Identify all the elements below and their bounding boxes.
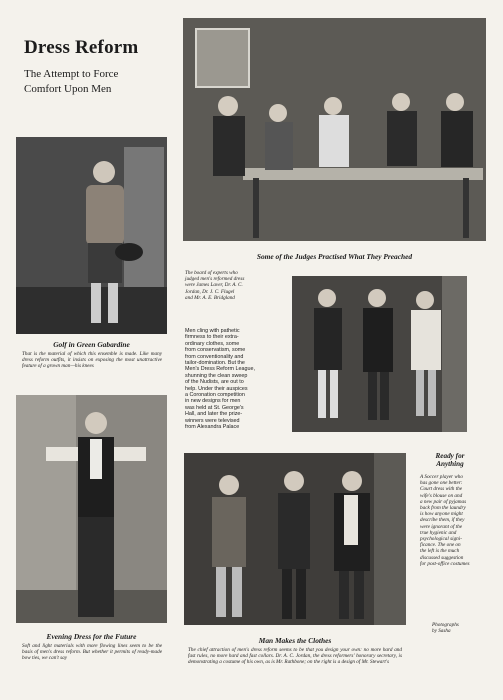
sidebar-line: discussed suggestion: [420, 554, 464, 561]
article-subtitle: [24, 67, 118, 97]
golf-caption: Golf in Green Gabardine: [53, 340, 130, 349]
sidebar-heading: [420, 452, 480, 468]
clothes-photo: [184, 453, 406, 625]
sidebar-line: Court dress with the: [420, 486, 463, 493]
article-line: winners were televised: [185, 417, 240, 424]
article-line: firmness to their extra-: [185, 334, 239, 341]
article-line: from conservatism, some: [185, 347, 246, 354]
experts-line: were James Laver, Dr. A. C.: [185, 282, 243, 289]
sidebar-line: ficance. The one on: [420, 542, 461, 549]
subtitle-line-2: Comfort Upon Men: [24, 83, 112, 95]
article-line: Hall, and later the prize-: [185, 411, 243, 418]
evening-photo-figure: [16, 395, 167, 623]
golf-text: That is the material of which this ensemble is made. Like many dress reform outfits, it insists on exposing the most unattractive feature of a grown man—his knees: [22, 351, 162, 370]
article-title: Dress Reform: [24, 37, 139, 58]
clothes-caption: Man Makes the Clothes: [258, 636, 332, 645]
article-line: Men's Dress Reform League,: [185, 366, 255, 373]
article-line: ordinary clothes, some: [185, 340, 240, 347]
article-line: was held at St. George's: [185, 404, 244, 411]
article-line: from Alexandra Palace: [185, 424, 240, 431]
sidebar-text: [420, 474, 486, 567]
sidebar-line: a new pair of pyjamas: [420, 498, 467, 505]
golf-photo-figure: [16, 137, 167, 334]
golf-photo: [16, 137, 167, 334]
article-line: in new designs for men: [185, 398, 241, 405]
article-line: help. Under their auspices: [185, 385, 248, 392]
article-line: Men cling with pathetic: [185, 328, 240, 334]
article-line: shunning the clean sweep: [185, 372, 248, 379]
photo-credit: [432, 622, 482, 634]
clothes-text: The chief attraction of men's dress reform seems to be that you design your own: no more hard and fast rules, no more hard and fast collars. Dr. A. C. Jordan, the dress reformers' honorary secretary, is demonstrating a costume of his own, as is Mr. Rathbone; on the right is a design of Mr. Stewart's: [188, 647, 402, 666]
experts-line: and Mr. A. E. Bridgland: [185, 294, 235, 301]
experts-line: Jordan, Dr. J. C. Flugel: [185, 288, 235, 295]
article-line: a Coronation competition: [185, 392, 245, 399]
sidebar-line: for post-office costumes: [420, 560, 470, 567]
sidebar-heading-line-2: Anything: [436, 460, 464, 468]
clothes-photo-figures: [184, 453, 406, 625]
article-line: of the Nudists, are out to: [185, 379, 244, 386]
sidebar-line: has gone one better:: [420, 480, 463, 487]
soccer-photo-figures: [292, 276, 467, 432]
sidebar-line: describe them, if they: [420, 517, 465, 524]
experts-line: judged men's reformed dress: [185, 276, 245, 283]
subtitle-line-1: The Attempt to Force: [24, 68, 119, 80]
sidebar-line: is how anyone might: [420, 511, 463, 518]
judges-photo-scene: [183, 18, 486, 241]
sidebar-heading-line-1: Ready for: [435, 452, 465, 460]
photo-credit-line-1: Photographs: [432, 622, 459, 628]
photo-credit-line-2: by Sasha: [432, 628, 451, 635]
sidebar-line: true hygienic and: [420, 529, 457, 536]
evening-photo: [16, 395, 167, 623]
sidebar-line: A Soccer player who: [420, 474, 463, 480]
judges-caption: Some of the Judges Practised What They Preached: [256, 252, 413, 261]
article-line: tailor-domination. But the: [185, 360, 245, 367]
sidebar-line: wife's blouse on and: [420, 492, 463, 499]
article-line: from conventionality and: [185, 353, 244, 360]
experts-text: [185, 270, 275, 301]
sidebar-line: the left is the much: [420, 548, 460, 555]
sidebar-line: back from the laundry: [420, 505, 466, 512]
article-body: [185, 328, 277, 431]
judges-photo: [183, 18, 486, 241]
sidebar-line: psychological signi-: [420, 536, 462, 543]
evening-caption: Evening Dress for the Future: [46, 632, 137, 641]
sidebar-line: were ignorant of the: [420, 523, 463, 530]
evening-text: Soft and light materials with more flowing lines seem to be the basis of men's dress reform. But whether it permits of ready-made bow ties, we can't say: [22, 643, 162, 662]
soccer-photo: [292, 276, 467, 432]
experts-line: The board of experts who: [185, 270, 238, 276]
